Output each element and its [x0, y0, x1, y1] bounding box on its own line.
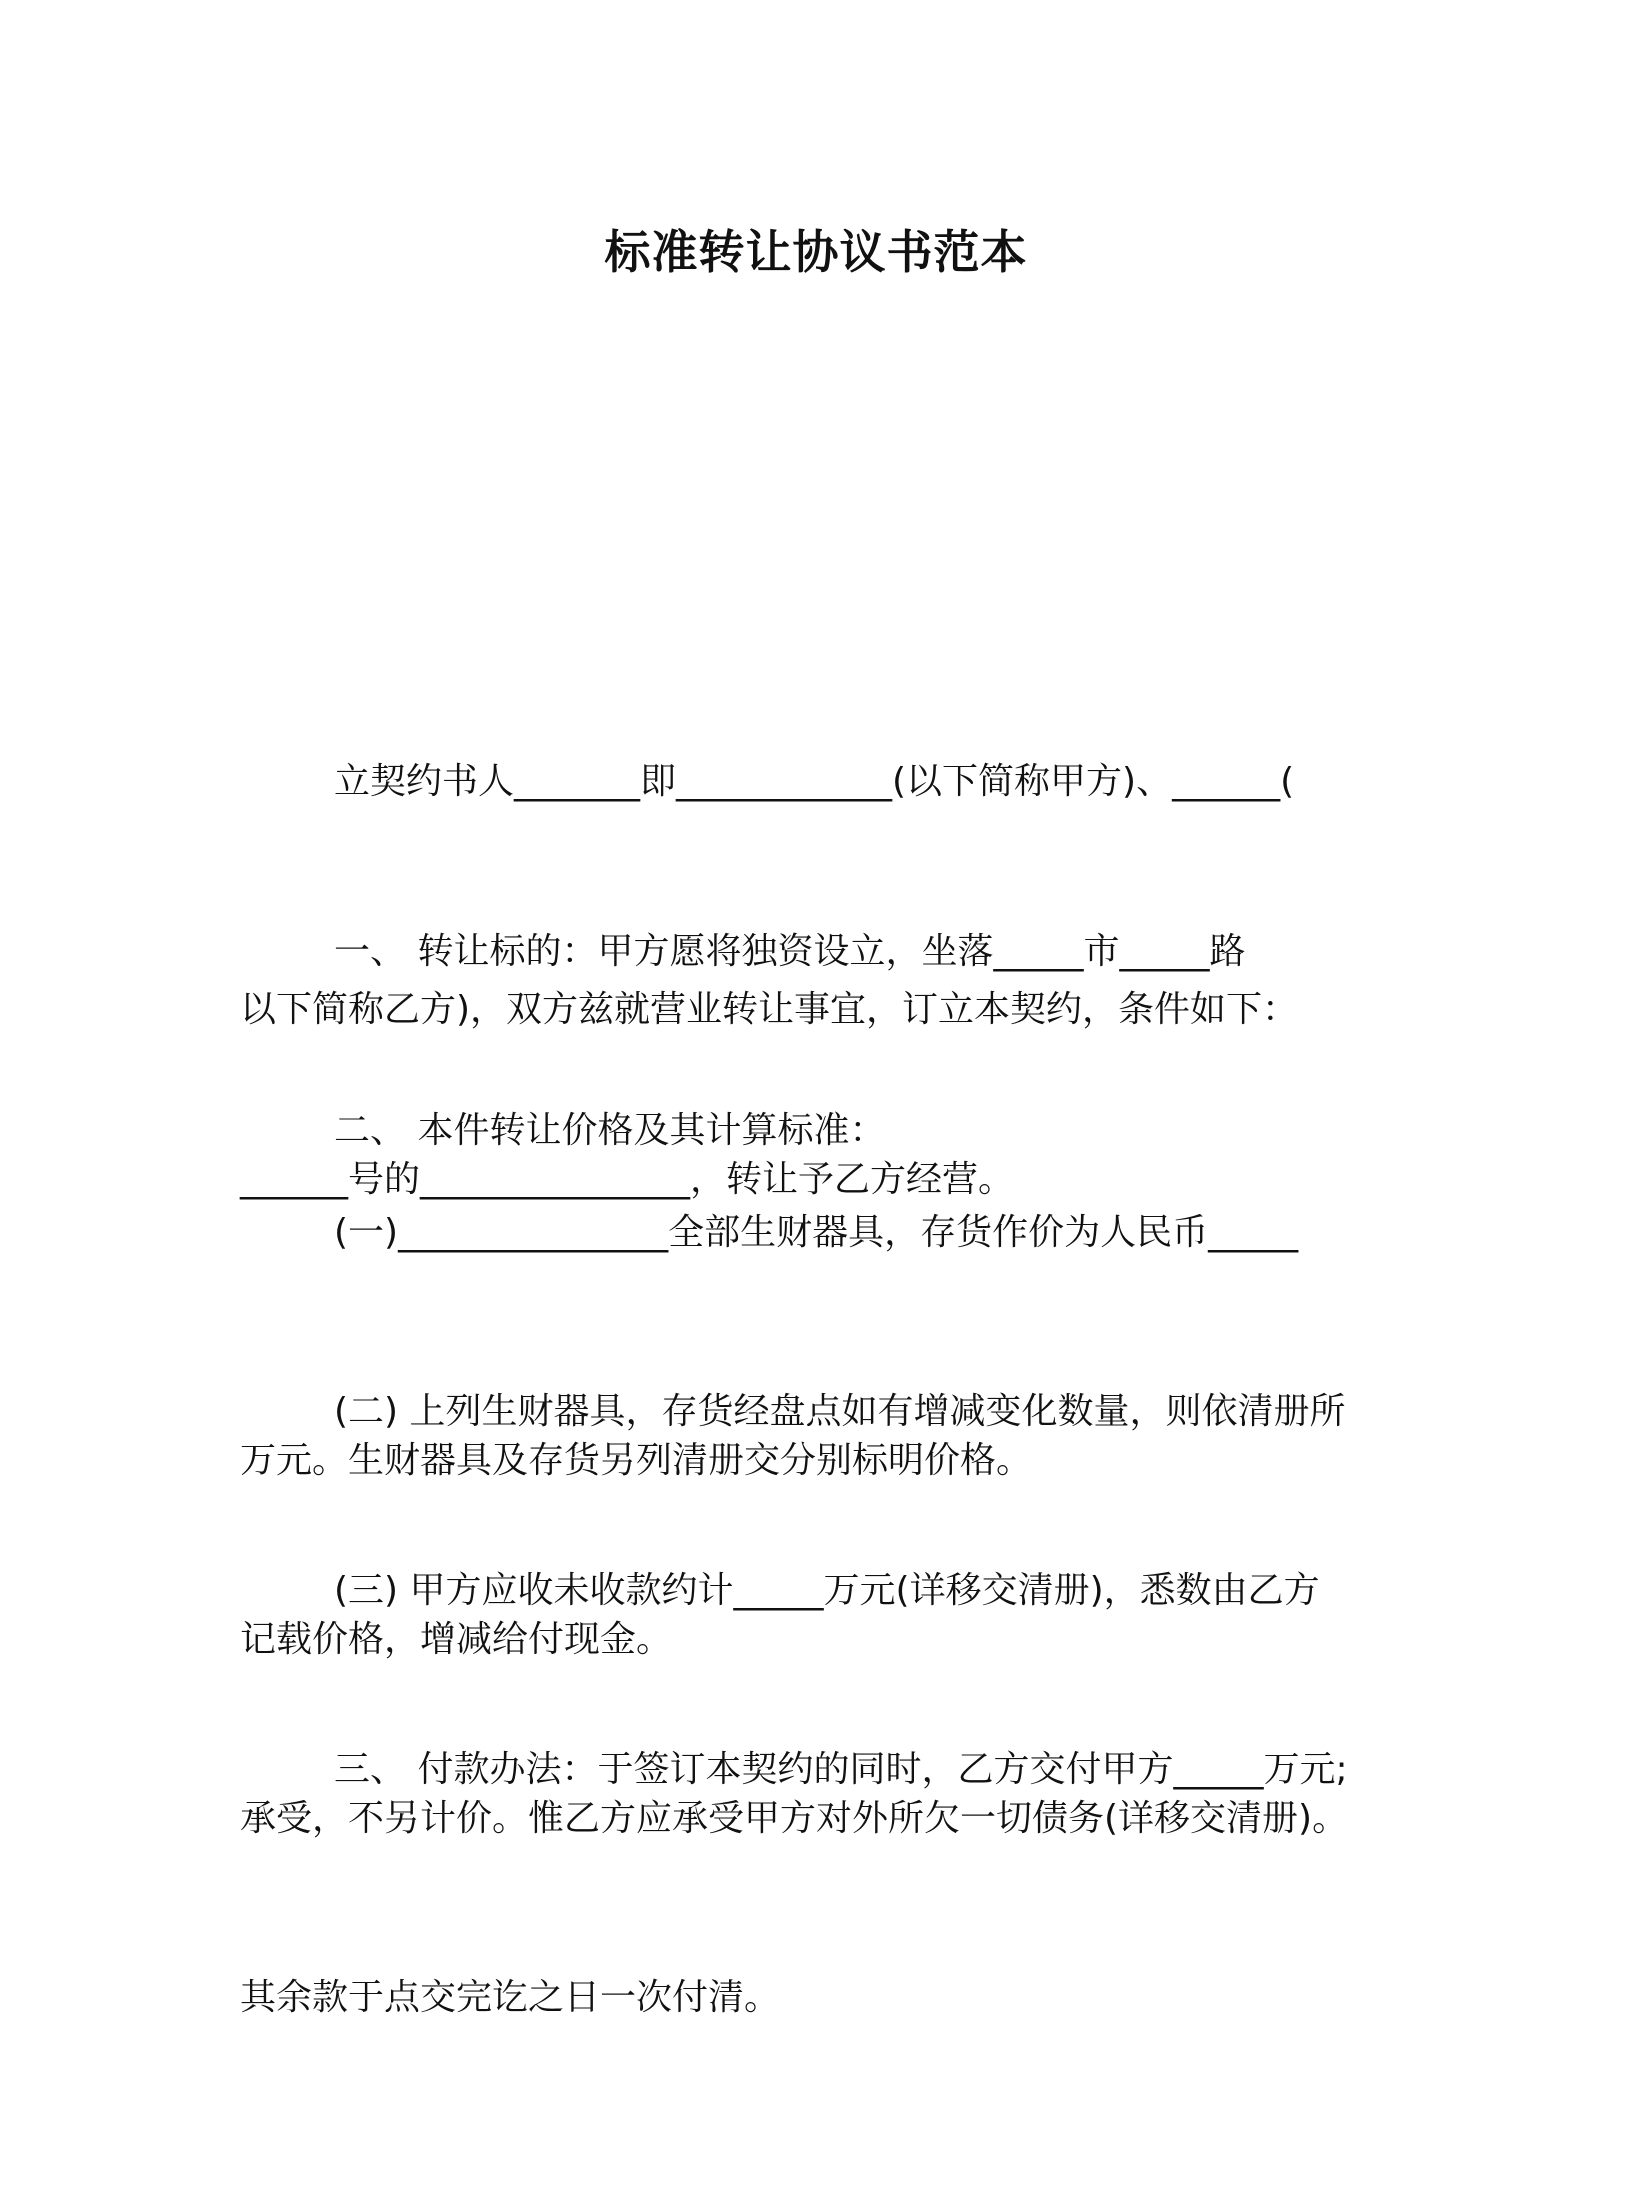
- paragraph-line: 以下简称乙方)，双方兹就营业转让事宜，订立本契约，条件如下：: [240, 989, 1299, 1030]
- paragraph-line: 立契约书人_______即____________(以下简称甲方)、______(: [334, 761, 1295, 802]
- document-title: 标准转让协议书范本: [604, 225, 1028, 279]
- paragraph-line: ______号的_______________，转让予乙方经营。: [240, 1159, 1015, 1200]
- paragraph-line: 三、 付款办法：于签订本契约的同时，乙方交付甲方_____万元;: [334, 1749, 1348, 1790]
- paragraph-line: 万元。生财器具及存货另列清册交分别标明价格。: [240, 1440, 1033, 1481]
- paragraph-line: 一、 转让标的：甲方愿将独资设立，坐落_____市_____路: [334, 931, 1246, 972]
- paragraph-line: (三) 甲方应收未收款约计_____万元(详移交清册)，悉数由乙方: [334, 1570, 1320, 1611]
- paragraph-line: (二) 上列生财器具，存货经盘点如有增减变化数量，则依清册所: [334, 1391, 1346, 1432]
- paragraph-line: 其余款于点交完讫之日一次付清。: [240, 1977, 781, 2018]
- paragraph-line: 二、 本件转让价格及其计算标准：: [334, 1110, 886, 1151]
- paragraph-line: 记载价格，增减给付现金。: [240, 1619, 673, 1660]
- paragraph-line: (一)_______________全部生财器具，存货作价为人民币_____: [334, 1212, 1299, 1253]
- paragraph-clause-3: [240, 1580, 1400, 2188]
- paragraph-line: 承受，不另计价。惟乙方应承受甲方对外所欠一切债务(详移交清册)。: [240, 1798, 1349, 1839]
